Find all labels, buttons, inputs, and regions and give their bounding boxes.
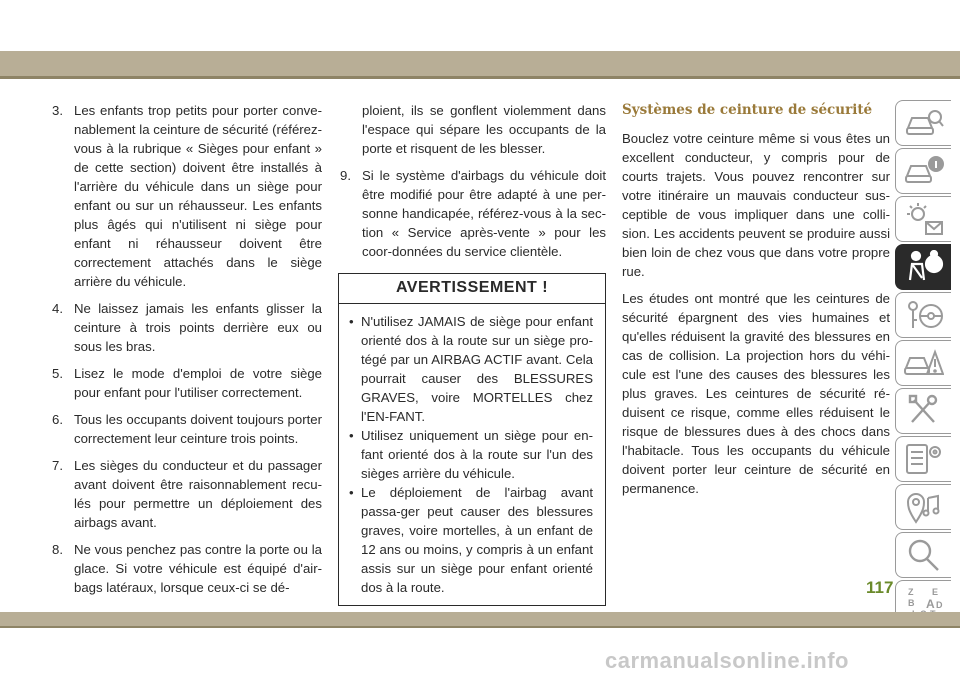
section-paragraph: Les études ont montré que les ceintures de sécurité épargnent des vies humaines et qu'elles réduisent la gravité des blessures en cas de collision. La projection hors du véhi-cule est l'une des causes des blessures les plus graves. Les ceintures de sécurité ré-duisent ce risque, comme elles réduisent le risque de blessures dues à des chocs dans l'habitacle. Tous les occupants du véhicule doivent porter leur ceinture de sécurité en permanence. [622, 291, 890, 496]
tab-car-info[interactable] [895, 148, 951, 194]
list-number: 4. [52, 301, 63, 316]
warning-box [338, 273, 606, 606]
search-icon [904, 538, 944, 572]
list-item [50, 101, 322, 291]
tab-car-magnifier[interactable] [895, 100, 951, 146]
index-letter: E [931, 587, 938, 597]
safety-list [50, 101, 322, 597]
tools-icon [904, 394, 944, 428]
list-text: Ne vous penchez pas contre la porte ou la glace. Si votre véhicule est équipé d'air-bags latéraux, lorsque ceux-ci se dé- [74, 542, 322, 595]
list-item [50, 410, 322, 448]
header-rule [0, 76, 960, 79]
column-2 [338, 101, 606, 606]
list-text: Tous les occupants doivent toujours porter correctement leur ceinture trois points. [74, 412, 322, 446]
tab-steering-key[interactable] [895, 292, 951, 338]
list-number: 7. [52, 458, 63, 473]
footer-band [0, 612, 960, 626]
warning-title: AVERTISSEMENT ! [339, 274, 605, 304]
checklist-gear-icon [904, 442, 944, 476]
tab-tools[interactable] [895, 388, 951, 434]
steering-key-icon [904, 298, 944, 332]
warning-body [339, 304, 605, 605]
list-text: Les enfants trop petits pour porter conve-nablement la ceinture de sécurité (référez-vous à la rubrique « Sièges pour enfant » de cette section) doivent être installés à l'arrière du véhicule dans un siège pour enfant ou sur un réhausseur. Les enfants plus âgés qui n'utilisent ni siège pour enfant ni réhausseur doivent être correctement attachés dans le siège arrière du véhicule. [74, 103, 322, 289]
list-item [50, 456, 322, 532]
tab-seatbelt-airbag[interactable] [895, 244, 951, 290]
list-item [50, 540, 322, 597]
chapter-tabs [895, 100, 951, 628]
list-number: 6. [52, 412, 63, 427]
multimedia-location-icon [904, 490, 944, 524]
index-letter: A [925, 597, 935, 611]
safety-list-continued [338, 166, 606, 261]
list-item [50, 364, 322, 402]
column-3 [622, 101, 890, 506]
list-item [50, 299, 322, 356]
car-warning-icon [904, 346, 944, 380]
warning-bullet: • Le déploiement de l'airbag avant passa-ger peut causer des blessures graves, voire mortelles, à un enfant de 12 ans ou moins, y compris à un enfant assis sur un siège pour enfant orienté dos à la route. [347, 483, 593, 597]
index-letter: B [907, 598, 914, 608]
list-number: 3. [52, 103, 63, 118]
tab-checklist-gear[interactable] [895, 436, 951, 482]
footer-rule [0, 626, 960, 628]
car-magnifier-icon [904, 106, 944, 140]
list-number: 9. [340, 168, 351, 183]
list-number: 5. [52, 366, 63, 381]
list-text: Si le système d'airbags du véhicule doit être modifié pour être adapté à une per-sonne handicapée, référez-vous à la sec-tion « Service après-vente » pour les coor-données du service clientèle. [362, 168, 606, 259]
index-letter: D [935, 600, 942, 610]
index-letter: Z [907, 587, 913, 597]
tab-multimedia-location[interactable] [895, 484, 951, 530]
list-text: Lisez le mode d'emploi de votre siège pour enfant pour l'utiliser correctement. [74, 366, 322, 400]
header-band [0, 51, 960, 76]
section-paragraph: Bouclez votre ceinture même si vous êtes un excellent conducteur, y compris pour de courts trajets. Vous pouvez rencontrer sur votre itinéraire un mauvais conducteur sus-ceptible de vous impliquer dans une colli-sion. Les accidents peuvent se produire aussi bien loin de chez vous que dans votre propre rue. [622, 131, 890, 279]
watermark: carmanualsonline.info [605, 648, 849, 673]
list-number: 8. [52, 542, 63, 557]
page-number: 117 [866, 578, 894, 597]
seatbelt-airbag-icon [904, 250, 944, 284]
list-text: Ne laissez jamais les enfants glisser la ceinture à trois points derrière eux ou sous les bras. [74, 301, 322, 354]
section-title: Systèmes de ceinture de sécurité [622, 102, 873, 118]
tab-search[interactable] [895, 532, 951, 578]
tab-warning-lights[interactable] [895, 196, 951, 242]
list-text: Les sièges du conducteur et du passager avant doivent être raisonnablement recu-lés pour permettre un déploiement des airbags avant. [74, 458, 322, 530]
list-item [338, 166, 606, 261]
column-1 [50, 101, 322, 605]
warning-bullet: • N'utilisez JAMAIS de siège pour enfant orienté dos à la route sur un siège pro-tégé par un AIRBAG ACTIF avant. Cela pourrait causer des BLESSURES GRAVES, voire MORTELLES chez l'EN-FANT. [347, 312, 593, 426]
tab-car-warning[interactable] [895, 340, 951, 386]
list-item-continuation: ploient, ils se gonflent violemment dans l'espace qui sépare les occupants de la porte et risquent de les blesser. [362, 103, 606, 156]
car-info-icon [904, 154, 944, 188]
warning-lights-icon [904, 202, 944, 236]
warning-bullet: • Utilisez uniquement un siège pour en-fant orienté dos à la route sur l'un des sièges arrière du véhicule. [347, 426, 593, 483]
